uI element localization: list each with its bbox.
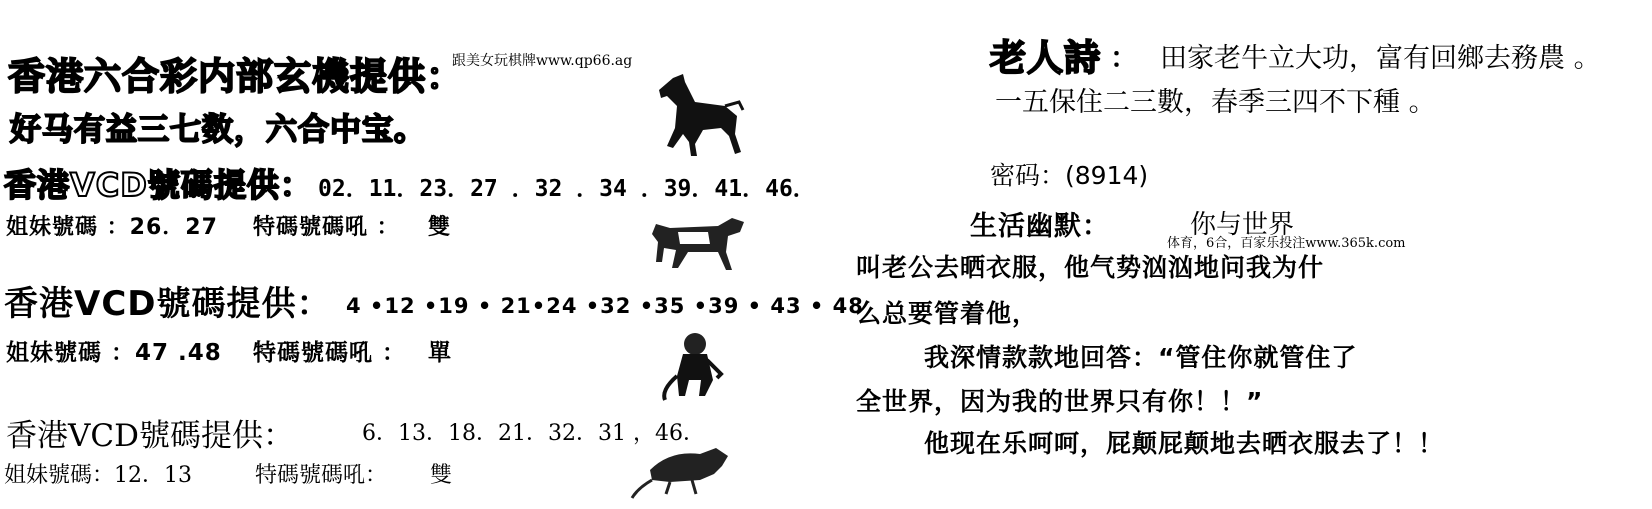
- vcd-heading-3: 香港VCD號碼提供：: [6, 418, 294, 454]
- special-label-2: 特碼號碼吼 ：: [253, 340, 407, 366]
- vcd-numbers-1: 02．11．23．27 ．32 ．34 ．39．41．46．: [318, 176, 816, 202]
- special-value-1: 雙: [428, 215, 452, 240]
- vcd-heading-2: 香港VCD號碼提供：: [4, 284, 332, 324]
- main-title: 香港六合彩内部玄機提供：: [8, 55, 464, 98]
- story-line-5: 他现在乐呵呵，屁颠屁颠地去晒衣服去了！！: [924, 429, 1445, 458]
- poem-line-1: 田家老牛立大功，富有回鄉去務農 。: [1160, 43, 1601, 74]
- slogan: 好马有益三七数，六合中宝。: [10, 112, 426, 148]
- humor-label: 生活幽默：: [970, 211, 1110, 242]
- story-line-2: 么总要管着他，: [856, 299, 1039, 328]
- top-ad-text: 跟美女玩棋牌www.qp66.ag: [452, 53, 633, 69]
- special-value-3: 雙: [430, 463, 453, 488]
- dog-icon: [648, 212, 750, 274]
- mid-ad-text: 体育，6合，百家乐投注www.365k.com: [1167, 236, 1406, 251]
- sister-numbers-1: 姐妹號碼 ：26．27: [6, 215, 218, 240]
- vcd-numbers-3: 6．13．18．21．32．31 ，46．: [362, 421, 705, 446]
- monkey-icon: [655, 330, 727, 402]
- vcd-numbers-2: 4 •12 •19 • 21•24 •32 •35 •39 • 43 • 48: [346, 294, 864, 318]
- sister-numbers-2: 姐妹號碼 ：47 .48: [6, 340, 222, 366]
- humor-title: 你与世界: [1190, 210, 1295, 240]
- horse-icon: [655, 72, 745, 160]
- story-line-1: 叫老公去晒衣服，他气势汹汹地问我为什: [856, 253, 1325, 282]
- vcd-heading-1: 香港VCD號碼提供：: [4, 166, 313, 204]
- story-line-3: 我深情款款地回答：“管住你就管住了: [924, 343, 1358, 372]
- special-label-3: 特碼號碼吼：: [255, 463, 388, 488]
- poem-label: 老人詩: [990, 38, 1102, 79]
- poem-colon: ：: [1110, 41, 1140, 74]
- poem-line-2: 一五保住二三數，春季三四不下種 。: [995, 87, 1436, 118]
- special-value-2: 單: [428, 340, 452, 366]
- rat-icon: [630, 440, 740, 500]
- story-line-4: 全世界，因为我的世界只有你！！”: [856, 387, 1264, 416]
- sister-numbers-3: 姐妹號碼：12．13: [4, 463, 192, 488]
- password-text: 密码：(8914): [990, 161, 1149, 190]
- special-label-1: 特碼號碼吼 ：: [253, 215, 400, 240]
